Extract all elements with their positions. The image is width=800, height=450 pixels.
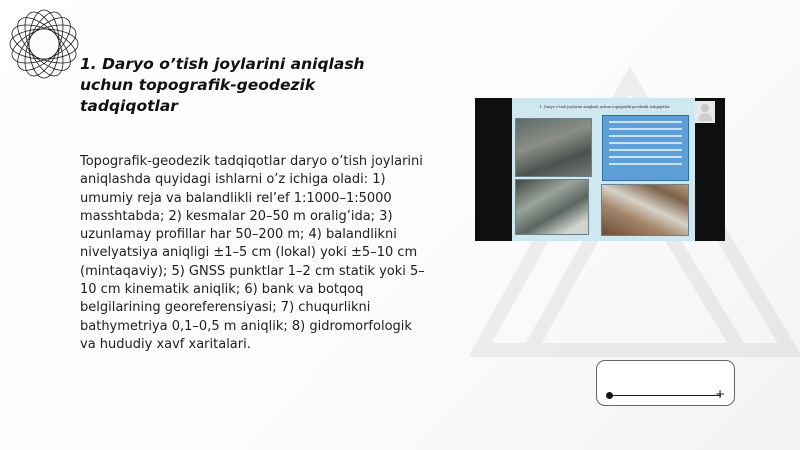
seek-bar[interactable] xyxy=(609,395,721,396)
textbox-line xyxy=(609,128,682,130)
river-photo-3 xyxy=(601,184,689,236)
textbox-line xyxy=(609,142,682,144)
volume-plus-icon[interactable]: + xyxy=(715,387,726,401)
video-slide-textbox xyxy=(602,115,689,181)
textbox-line xyxy=(609,163,682,165)
slide-title: 1. Daryo o’tish joylarini aniqlash uchun topografik-geodezik tadqiqotlar xyxy=(80,55,365,115)
video-slide-title: 1. Daryo o’tish joylarini aniqlash uchun topografik-geodezik tadqiqotlar xyxy=(539,105,670,109)
river-photo-2 xyxy=(515,179,589,235)
presenter-thumbnail xyxy=(695,101,715,123)
video-frame-slide xyxy=(512,98,695,241)
textbox-line xyxy=(609,156,682,158)
presenter-avatar-icon xyxy=(701,104,709,112)
embedded-video[interactable] xyxy=(475,98,725,241)
textbox-line xyxy=(609,135,682,137)
presenter-shoulders xyxy=(698,113,712,121)
textbox-line xyxy=(609,121,682,123)
river-photo-1 xyxy=(515,118,592,177)
spirograph-logo-icon xyxy=(6,6,82,82)
seek-knob-icon[interactable] xyxy=(606,392,613,399)
media-player-controls[interactable] xyxy=(596,360,735,406)
slide-body-text: Topografik-geodezik tadqiqotlar daryo o’tish joylarini aniqlashda quyidagi ishlarni o’z ichiga oladi: 1) umumiy reja va balandlikli rel’ef 1:1000–1:5000 masshtabda; 2) kesmalar 20–50 m oralig’ida; 3) uzunlamay profillar har 50–200 m; 4) balandlikni nivelyatsiya aniqligi ±1–5 cm (lokal) yoki ±5–10 cm (mintaqaviy); 5) GNSS punktlar 1–2 cm statik yoki 5–10 cm kinematik aniqlik; 6) bank va botqoq belgilarining georeferensiyasi; 7) chuqurlikni bathymetriya 0,1–0,5 m aniqlik; 8) gidromorfologik va hududiy xavf xaritalari. xyxy=(80,154,425,352)
textbox-line xyxy=(609,149,682,151)
